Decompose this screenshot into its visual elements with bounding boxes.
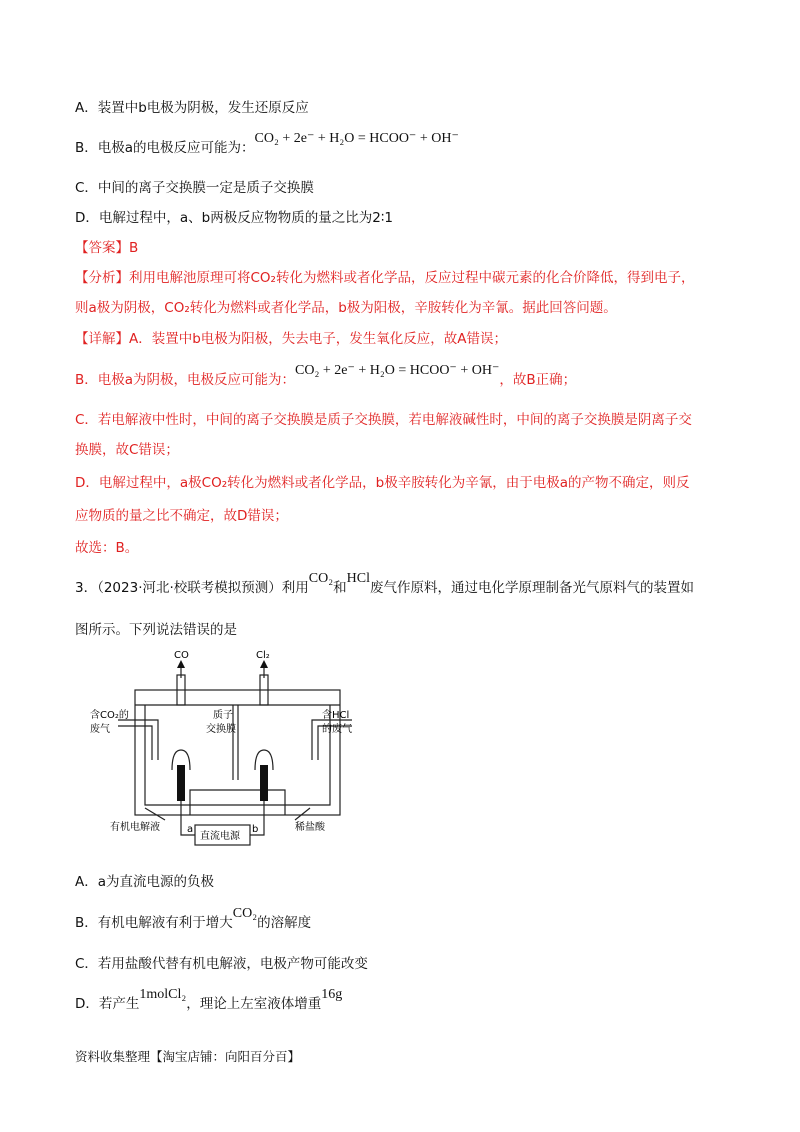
footer-source: 资料收集整理【淘宝店铺：向阳百分百】 [75,1049,301,1064]
right-liquid-label: 稀盐酸 [295,822,325,833]
analysis-line-2: 则a极为阴极，CO₂转化为燃料或者化学品，b极为阳极，辛胺转化为辛氰。据此回答问题。 [75,300,617,316]
q3-option-d-prefix: D．若产生 [75,996,140,1012]
left-gas-label-2: 废气 [90,724,110,735]
electrolysis-diagram [90,650,370,855]
detail-b-prefix: B．电极a为阴极，电极反应可能为： [75,372,296,388]
conclusion: 故选：B。 [75,540,139,556]
q3-option-c: C．若用盐酸代替有机电解液，电极产物可能改变 [75,956,368,972]
terminal-a: a [187,824,194,835]
option-b [75,131,459,159]
detail-b-equation: CO₂ + 2e⁻ + H₂O = HCOO⁻ + OH⁻ [295,363,500,378]
left-gas-label-1: 含CO₂的 [90,710,129,721]
detail-c-line-1: C．若电解液中性时，中间的离子交换膜是质子交换膜，若电解液碱性时，中间的离子交换膜是阴离子交 [75,412,692,428]
analysis-line-1: 【分析】利用电解池原理可将CO₂转化为燃料或者化学品，反应过程中碳元素的化合价降低，得到电子， [75,270,695,286]
q3-option-d-mid: ，理论上左室液体增重 [186,996,322,1012]
stem-part-1: 3．（2023·河北·校联考模拟预测）利用 [75,580,309,596]
question3-stem [75,571,694,599]
equation: CO₂ + 2e⁻ + H₂O = HCOO⁻ + OH⁻ [254,131,459,146]
q3-option-b [75,906,312,934]
q3-option-a: A．a为直流电源的负极 [75,874,215,890]
q3-option-b-co2: CO₂ [232,906,258,921]
right-gas-label-2: 的废气 [322,724,352,735]
stem-and: 和 [333,580,347,596]
right-gas-label-1: 含HCl [322,710,350,721]
option-c: C．中间的离子交换膜一定是质子交换膜 [75,180,314,196]
terminal-b: b [252,824,259,835]
detail-b-suffix: ，故B正确； [499,372,577,388]
detail-d-line-2: 应物质的量之比不确定，故D错误； [75,508,288,524]
q3-option-d [75,987,343,1015]
option-b-prefix: B．电极a的电极反应可能为： [75,140,255,156]
question3-stem-line-2: 图所示。下列说法错误的是 [75,622,237,638]
detail-a: 【详解】A．装置中b电极为阳极，失去电子，发生氧化反应，故A错误； [75,331,508,347]
stem-hcl: HCl [346,571,370,586]
detail-c-line-2: 换膜，故C错误； [75,442,179,458]
stem-part-2: 废气作原料，通过电化学原理制备光气原料气的装置如 [369,580,694,596]
stem-co2: CO₂ [308,571,334,586]
power-source-label: 直流电源 [200,831,240,842]
option-a: A．装置中b电极为阴极，发生还原反应 [75,100,309,116]
q3-option-d-formula: 1molCl₂ [139,987,187,1002]
co-label: CO [174,650,189,661]
q3-option-d-value: 16g [321,987,343,1002]
q3-option-b-suffix: 的溶解度 [257,915,312,931]
detail-b [75,363,577,391]
membrane-label-2: 交换膜 [206,724,236,735]
detail-d-line-1: D．电解过程中，a极CO₂转化为燃料或者化学品，b极辛胺转化为辛氰，由于电极a的产物不确定，则反 [75,475,690,491]
q3-option-b-prefix: B．有机电解液有利于增大 [75,915,233,931]
membrane-label-1: 质子 [213,710,233,721]
left-liquid-label: 有机电解液 [110,822,160,833]
cl2-label: Cl₂ [256,650,270,661]
answer-label: 【答案】B [75,240,139,256]
option-d: D．电解过程中，a、b两极反应物物质的量之比为2∶1 [75,210,393,226]
